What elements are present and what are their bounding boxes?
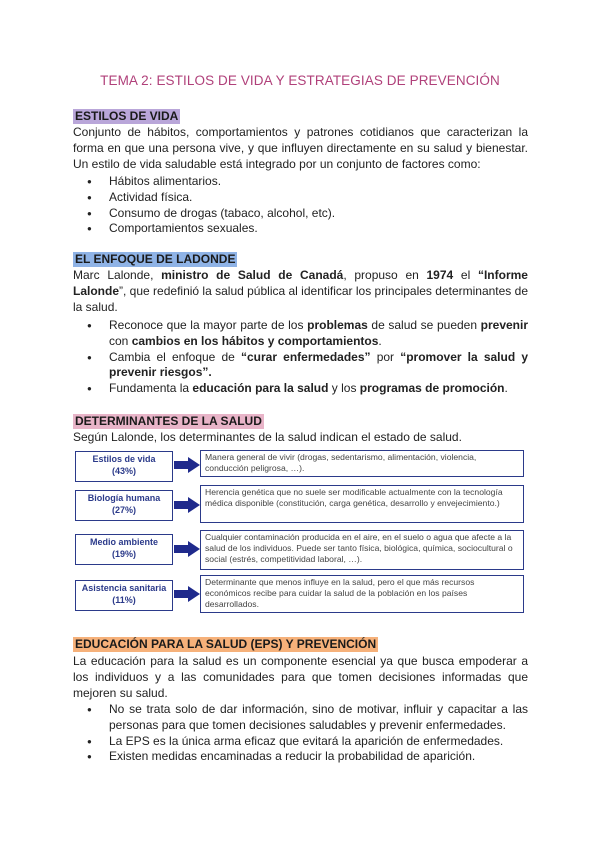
- determinant-desc-biologia: Herencia genética que no suele ser modificable actualmente con la tecnología médica disponible (constitución, carga genética, desarrollo y envejecimiento.): [200, 485, 524, 523]
- arrow-right-icon: [174, 457, 200, 473]
- arrow-right-icon: [174, 541, 200, 557]
- arrow-right-icon: [174, 497, 200, 513]
- text-bold: prevenir: [480, 318, 528, 332]
- list-item: ● Existen medidas encaminadas a reducir la probabilidad de aparición.: [73, 749, 528, 765]
- determinant-name: Medio ambiente: [89, 537, 158, 547]
- text-run: Fundamenta la: [109, 381, 193, 396]
- text-run: con: [109, 333, 132, 348]
- arrow-right-icon: [174, 586, 200, 602]
- list-item: [73, 350, 528, 382]
- list-item: [73, 381, 528, 397]
- estilos-bullet-list: [73, 174, 528, 237]
- lalonde-bullet-list: [73, 318, 528, 397]
- text-bold: educación para la salud: [192, 381, 329, 396]
- lalonde-paragraph: [73, 268, 528, 315]
- text-run: Reconoce que la mayor parte de los: [109, 318, 308, 332]
- text-run: Cambia el enfoque de: [109, 349, 241, 364]
- determinant-desc-estilos: Manera general de vivir (drogas, sedentarismo, alimentación, violencia, conducción peligrosa, …).: [200, 450, 524, 477]
- text-bold: programas de promoción: [359, 381, 505, 396]
- eps-paragraph: La educación para la salud es un componente esencial ya que busca empoderar a los individuos y a las comunidades para que tomen decisiones informadas que mejoren su salud.: [73, 654, 528, 700]
- text-run: y los: [328, 381, 360, 396]
- text-bold: 1974: [426, 268, 454, 282]
- text-run: de salud se pueden: [367, 318, 481, 332]
- list-item: ● Comportamientos sexuales.: [73, 221, 528, 237]
- text-run: , propuso en: [343, 268, 427, 282]
- page-title: TEMA 2: ESTILOS DE VIDA Y ESTRATEGIAS DE PREVENCIÓN: [100, 73, 500, 88]
- determinant-name: Asistencia sanitaria: [81, 583, 167, 593]
- list-item: ● Actividad física.: [73, 190, 528, 206]
- determinant-name: Biología humana: [87, 493, 161, 503]
- list-item: ● La EPS es la única arma eficaz que evitará la aparición de enfermedades.: [73, 734, 528, 750]
- list-item: ● Hábitos alimentarios.: [73, 174, 528, 190]
- determinant-desc-medio: Cualquier contaminación producida en el aire, en el suelo o agua que afecte a la salud de los individuos. Puede ser tanto física, biológica, química, sociocultural o social (estrés, competitividad laboral, …).: [200, 530, 524, 570]
- text-bold: “promover la salud y prevenir riesgos”.: [109, 349, 528, 380]
- determinant-percent: (43%): [111, 465, 136, 476]
- determinant-box-estilos: [75, 451, 173, 482]
- text-run: Marc Lalonde,: [73, 268, 162, 282]
- text-run: .: [378, 333, 382, 348]
- determinant-percent: (19%): [111, 548, 136, 559]
- list-item: [73, 318, 528, 350]
- eps-bullet-list: [73, 702, 528, 765]
- determinantes-intro: Según Lalonde, los determinantes de la salud indican el estado de salud.: [73, 430, 462, 444]
- determinant-percent: (11%): [112, 594, 136, 605]
- text-run: .: [504, 381, 508, 396]
- text-run: el: [453, 268, 478, 282]
- estilos-paragraph: Conjunto de hábitos, comportamientos y patrones cotidianos que caracterizan la forma en que una persona vive, y que influyen directamente en su salud y bienestar. Un estilo de vida saludable está integrado por un conjunto de factores como:: [73, 125, 528, 171]
- determinant-box-asistencia: [75, 580, 173, 611]
- determinant-percent: (27%): [111, 504, 136, 515]
- heading-enfoque-lalonde: EL ENFOQUE DE LADONDE: [75, 252, 236, 266]
- list-item: ● Consumo de drogas (tabaco, alcohol, etc).: [73, 206, 528, 222]
- determinant-box-medio: [75, 534, 173, 565]
- heading-estilos-de-vida: ESTILOS DE VIDA: [75, 109, 179, 123]
- determinant-name: Estilos de vida: [92, 454, 156, 464]
- text-bold: problemas: [307, 318, 368, 332]
- text-run: por: [370, 349, 401, 364]
- list-item: ● No se trata solo de dar información, sino de motivar, influir y capacitar a las personas para que tomen decisiones saludables y prevenir enfermedades.: [73, 702, 528, 734]
- heading-eps: EDUCACIÓN PARA LA SALUD (EPS) Y PREVENCIÓN: [75, 637, 377, 651]
- heading-determinantes: DETERMINANTES DE LA SALUD: [75, 414, 262, 428]
- text-run: ”, que redefinió la salud pública al identificar los principales determinantes de la salud.: [73, 283, 528, 314]
- text-bold: “curar enfermedades”: [241, 349, 371, 364]
- text-bold: “Informe Lalonde: [73, 268, 528, 298]
- determinant-desc-asistencia: Determinante que menos influye en la salud, pero el que más recursos económicos recibe para cuidar la salud de la población en los países desarrollados.: [200, 575, 524, 613]
- text-bold: ministro de Salud de Canadá: [161, 268, 344, 282]
- text-bold: cambios en los hábitos y comportamientos: [131, 333, 379, 348]
- determinant-box-biologia: [75, 490, 173, 521]
